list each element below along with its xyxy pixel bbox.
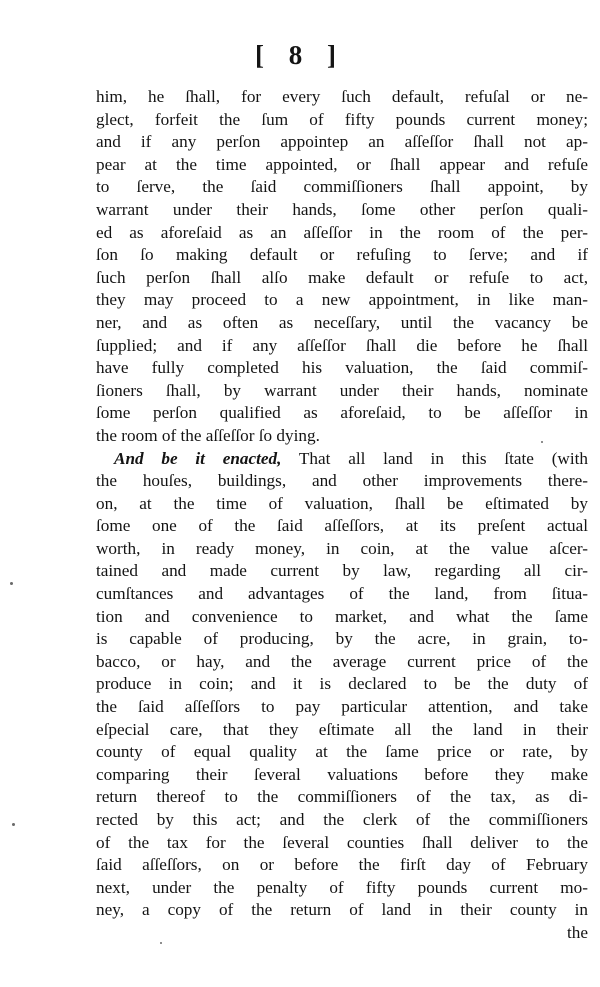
text-line: bacco, or hay, and the average current price of the — [96, 651, 588, 671]
text-line-rest: That all land in this ſtate (with — [281, 448, 588, 468]
paragraph-assessor-default — [96, 86, 588, 448]
text-line: ſupplied; and if any aſſeſſor ſhall die before he ſhall — [96, 335, 588, 355]
text-line: tained and made current by law, regarding all cir- — [96, 561, 588, 581]
text-line: eſpecial care, that they eſtimate all the land in their — [96, 719, 588, 739]
ink-speck — [160, 942, 162, 944]
text-line: on, at the time of valuation, ſhall be eſtimated by — [96, 493, 588, 513]
enacting-clause: And be it enacted, — [114, 448, 282, 468]
text-line: warrant under their hands, ſome other perſon quali- — [96, 199, 588, 219]
text-line: they may proceed to a new appointment, in like man- — [96, 290, 588, 310]
text-line-first — [96, 448, 588, 471]
text-line: ſome one of the ſaid aſſeſſors, at its preſent actual — [96, 516, 588, 536]
text-line: next, under the penalty of fifty pounds current mo- — [96, 877, 588, 897]
text-line: the ſaid aſſeſſors to pay particular attention, and take — [96, 697, 588, 717]
text-line: the room of the aſſeſſor ſo dying. — [96, 425, 320, 445]
text-line: ſaid aſſeſſors, on or before the firſt day of February — [96, 855, 588, 875]
text-line: ſome perſon qualified as aforeſaid, to be aſſeſſor in — [96, 403, 588, 423]
text-line: produce in coin; and it is declared to be the duty of — [96, 674, 588, 694]
ink-speck — [12, 823, 15, 826]
text-line: glect, forfeit the ſum of fifty pounds current money; — [96, 109, 588, 129]
text-line: pear at the time appointed, or ſhall appear and refuſe — [96, 154, 588, 174]
text-line: is capable of producing, by the acre, in grain, to- — [96, 629, 588, 649]
text-line: county of equal quality at the ſame price or rate, by — [96, 742, 588, 762]
text-line: ſioners ſhall, by warrant under their hands, nominate — [96, 380, 588, 400]
ink-speck — [10, 582, 13, 585]
text-line: ney, a copy of the return of land in their county in — [96, 900, 588, 920]
text-line: ſuch perſon ſhall alſo make default or refuſe to act, — [96, 267, 588, 287]
text-line: rected by this act; and the clerk of the commiſſioners — [96, 810, 588, 829]
text-line: the houſes, buildings, and other improvements there- — [96, 471, 588, 491]
text-line: of the tax for the ſeveral counties ſhall deliver to the — [96, 832, 588, 852]
body-text — [96, 86, 588, 945]
text-line: him, he ſhall, for every ſuch default, refuſal or ne- — [96, 87, 588, 106]
catchword: the — [567, 922, 588, 942]
text-line: and if any perſon appointep an aſſeſſor ſhall not ap- — [96, 132, 588, 152]
ink-speck — [541, 441, 543, 443]
page-number: [ 8 ] — [255, 40, 345, 70]
text-line: ner, and as often as neceſſary, until the vacancy be — [96, 312, 588, 332]
paragraph-land-valuation — [96, 448, 588, 922]
text-line: return thereof to the commiſſioners of the tax, as di- — [96, 787, 588, 807]
text-line: tion and convenience to market, and what the ſame — [96, 606, 588, 626]
text-line: ed as aforeſaid as an aſſeſſor in the room of the per- — [96, 222, 588, 242]
text-line: have fully completed his valuation, the ſaid commiſ- — [96, 358, 588, 378]
text-line: ſon ſo making default or refuſing to ſerve; and if — [96, 245, 588, 265]
text-line: comparing their ſeveral valuations before they make — [96, 764, 588, 784]
text-line: to ſerve, the ſaid commiſſioners ſhall appoint, by — [96, 177, 588, 197]
text-line: worth, in ready money, in coin, at the value aſcer- — [96, 538, 588, 558]
text-line: cumſtances and advantages of the land, from ſitua- — [96, 584, 588, 604]
